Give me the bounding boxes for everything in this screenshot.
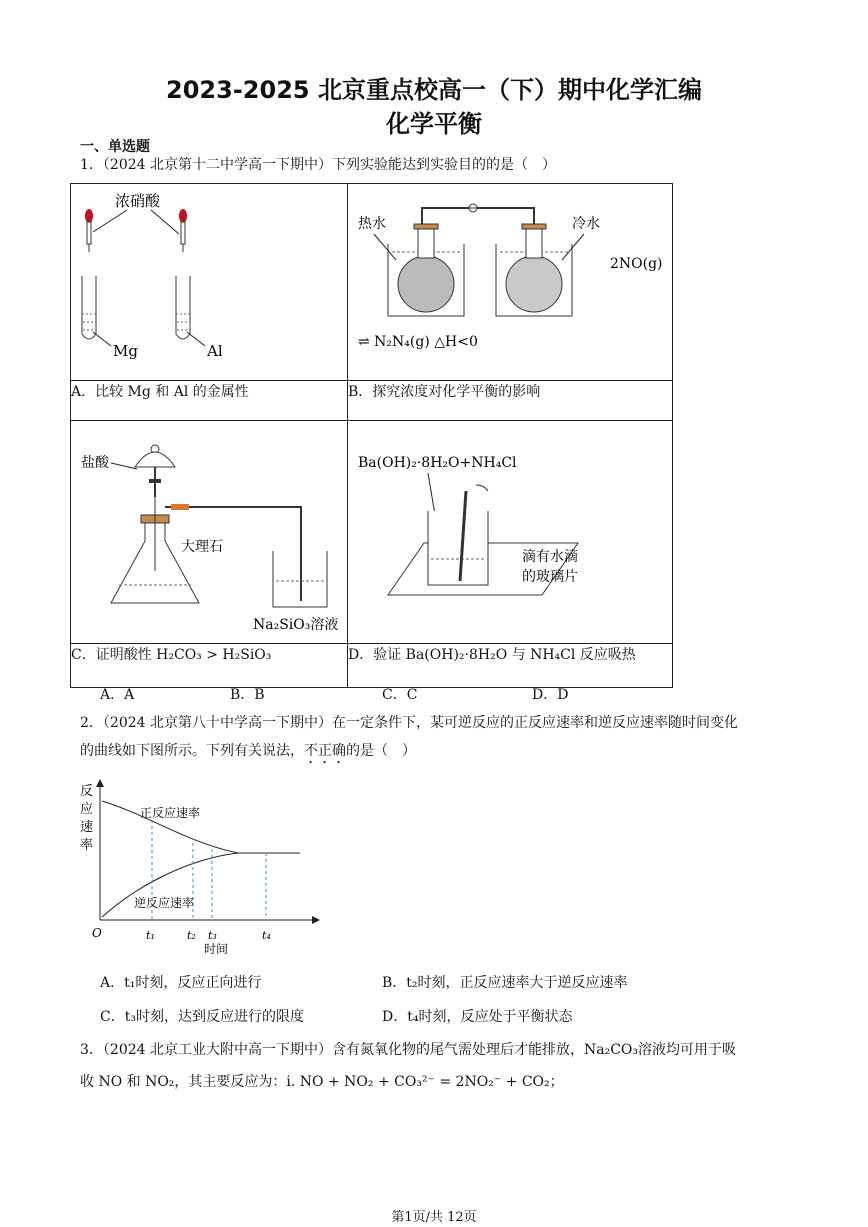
- q1-caption-c: C．证明酸性 H₂CO₃ > H₂SiO₃: [71, 644, 348, 688]
- q1-caption-a: A．比较 Mg 和 Al 的金属性: [71, 381, 348, 421]
- label-glass-1: 滴有水滴: [522, 549, 578, 565]
- page-footer: 第1页/共 12页: [391, 1210, 477, 1225]
- q2-stem-pre: 的曲线如下图所示。下列有关说法，: [80, 743, 304, 759]
- x-axis-arrow-icon: [312, 916, 320, 924]
- q1-choice-b: B．B: [230, 687, 265, 703]
- tick-t3: t₃: [208, 929, 217, 942]
- tick-t1: t₁: [146, 929, 155, 942]
- q1-cell-d-figure: [348, 421, 673, 644]
- endothermic-reaction-apparatus-figure: [348, 421, 672, 639]
- q2-choice-c: C．t₃时刻，达到反应进行的限度: [100, 1009, 304, 1025]
- section-heading: 一、单选题: [80, 139, 150, 155]
- x-axis-label: 时间: [204, 942, 229, 956]
- beaker-cold-icon: [496, 224, 572, 316]
- beaker-reaction-icon: [428, 485, 488, 585]
- label-glass-2: 的玻璃片: [522, 569, 578, 585]
- q2-choice-a: A．t₁时刻，反应正向进行: [100, 975, 262, 991]
- origin-label: O: [92, 926, 102, 940]
- ylabel-3: 速: [80, 820, 94, 835]
- q1-choice-c: C．C: [382, 687, 418, 703]
- dropper-right-icon: [179, 209, 187, 252]
- q1-choice-d: D．D: [532, 687, 569, 703]
- label-eq-left: 2NO(g): [610, 256, 663, 272]
- label-hot: 热水: [358, 216, 386, 232]
- q2-stem-line-1: 2．（2024 北京第八十中学高一下期中）在一定条件下，某可逆反应的正反应速率和逆反应速率随时间变化: [80, 715, 738, 731]
- q3-line-2: 收 NO 和 NO₂，其主要反应为：i. NO + NO₂ + CO₃²⁻ = 2NO₂⁻ + CO₂；: [80, 1074, 564, 1090]
- q1-options-table: [70, 183, 673, 688]
- test-tube-al-icon: [176, 276, 190, 339]
- q2-choice-b: B．t₂时刻，正反应速率大于逆反应速率: [382, 975, 628, 991]
- label-silicate: Na₂SiO₃溶液: [253, 617, 339, 633]
- beaker-hot-icon: [388, 224, 464, 316]
- ylabel-4: 率: [80, 838, 94, 853]
- label-mg: Mg: [113, 342, 138, 360]
- q1-cell-b-figure: [348, 184, 673, 381]
- co2-silicate-apparatus-figure: [71, 421, 347, 639]
- label-nitric-acid: 浓硝酸: [115, 192, 161, 210]
- label-reagent: Ba(OH)₂·8H₂O+NH₄Cl: [358, 455, 517, 471]
- label-hcl: 盐酸: [81, 455, 109, 471]
- dropper-left-icon: [85, 209, 93, 252]
- q1-caption-b: B．探究浓度对化学平衡的影响: [348, 381, 673, 421]
- tick-t4: t₄: [262, 929, 271, 942]
- doc-title: 2023-2025 北京重点校高一（下）期中化学汇编: [166, 76, 702, 104]
- q1-caption-d: D．验证 Ba(OH)₂·8H₂O 与 NH₄Cl 反应吸热: [348, 644, 673, 688]
- clamp-icon: [465, 204, 481, 212]
- q2-stem-line-2: [80, 741, 416, 767]
- label-marble: 大理石: [181, 539, 223, 555]
- q1-choice-a: A．A: [100, 687, 135, 703]
- y-axis-arrow-icon: [96, 779, 104, 787]
- doc-subtitle: 化学平衡: [386, 110, 482, 138]
- q1-stem: 1．（2024 北京第十二中学高一下期中）下列实验能达到实验目的的是（ ）: [80, 157, 556, 173]
- ylabel-1: 反: [80, 784, 94, 799]
- q1-cell-c-figure: [71, 421, 348, 644]
- q3-line-1: 3．（2024 北京工业大附中高一下期中）含有氮氧化物的尾气需处理后才能排放，Na₂CO₃溶液均可用于吸: [80, 1042, 736, 1058]
- test-tube-mg-icon: [82, 276, 96, 339]
- no2-equilibrium-apparatus-figure: [348, 184, 672, 376]
- reverse-rate-label: 逆反应速率: [134, 896, 195, 910]
- q1-cell-a-figure: [71, 184, 348, 381]
- rate-time-graph: [78, 775, 328, 960]
- forward-rate-curve: [102, 801, 300, 853]
- nitric-acid-apparatus-figure: [71, 184, 347, 376]
- q2-stem-emphasis: 不正确: [304, 743, 346, 759]
- label-cold: 冷水: [572, 216, 600, 232]
- tick-t2: t₂: [187, 929, 196, 942]
- label-al: Al: [207, 342, 223, 360]
- label-eq-right: ⇌ N₂N₄(g) △H<0: [358, 334, 478, 350]
- forward-rate-label: 正反应速率: [140, 806, 201, 820]
- q2-stem-post: 的是（ ）: [346, 743, 416, 759]
- q2-choice-d: D．t₄时刻，反应处于平衡状态: [382, 1009, 573, 1025]
- ylabel-2: 应: [80, 802, 94, 817]
- separatory-funnel-icon: [135, 445, 175, 497]
